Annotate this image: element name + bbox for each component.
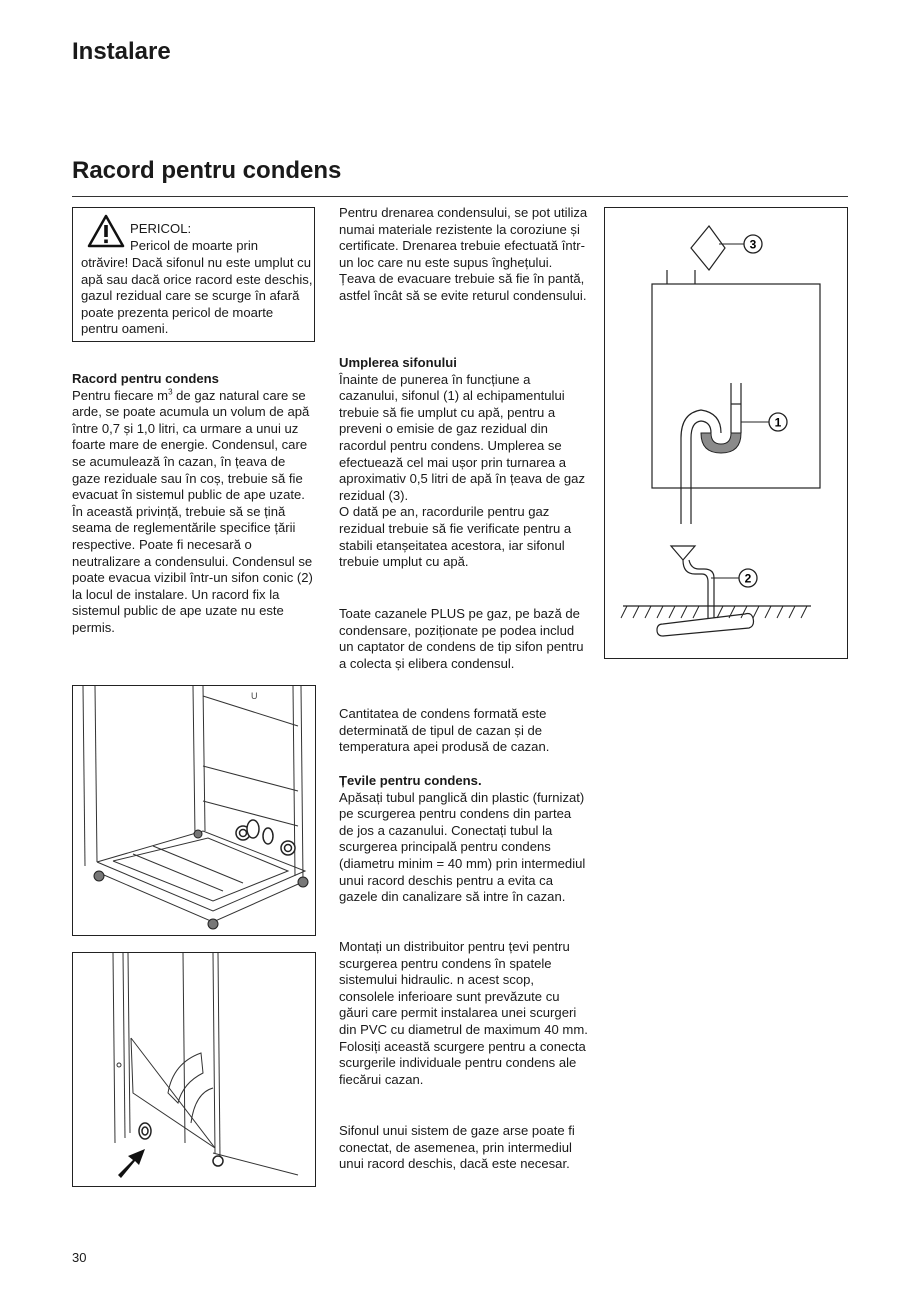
cubic-superscript: 3 <box>168 387 173 397</box>
drain-detail-figure <box>72 952 316 1187</box>
drain-materials-paragraph: Pentru drenarea condensului, se pot utiliza numai materiale rezistente la coroziune și certificate. Drenarea trebuie efectuată într-un loc care nu este supus înghețului. Țeava de evacuare trebuie să fie în pantă, astfel încât să se evite returul condensului. <box>339 205 588 303</box>
heading-divider <box>72 196 848 197</box>
siphon-diagram <box>605 208 848 659</box>
annual-check-paragraph: O dată pe an, racordurile pentru gaz rezidual trebuie să fie verificate pentru a stabili etanșeitatea acestora, iar sifonul trebuie umplut cu apă. <box>339 504 572 570</box>
drain-detail-illustration <box>73 953 316 1187</box>
siphon-diagram-figure <box>604 207 848 659</box>
warning-title: PERICOL: <box>130 221 192 236</box>
condensate-quantity-paragraph: Cantitatea de condens formată este determinată de tipul de cazan și de temperatura apei produsă de cazan. <box>339 706 550 755</box>
callout-1 <box>769 413 787 431</box>
page-number: 30 <box>72 1250 87 1265</box>
condensate-regulations-paragraph: În această privință, trebuie să se țină seama de reglementările specifice țării respective. Poate fi necesară o neutralizare a condensului. Condensul se poate evacua vizibil într-un sifon conic (2) la locul de instalare. Un racord fix la sistemul public de ape uzate nu este permis. <box>72 503 313 635</box>
boiler-base-figure <box>72 685 316 936</box>
warning-text: otrăvire! Dacă sifonul nu este umplut cu apă sau dacă orice racord este deschis, gazul rezidual care se scurge în afară poate prezenta pericol de moarte pentru oameni. <box>81 255 313 337</box>
callout-2-label: 2 <box>744 571 752 586</box>
condensate-intro-rest: de gaz natural care se arde, se poate acumula un volum de apă între 0,7 și 1,0 litri, ca urmare a unui uz foarte mare de energie. Condensul, care se acumulează în cazan, în țeava de gaze reziduale sau în coș, trebuie să fie evacuat în sistemul public de ape uzate. <box>72 387 310 503</box>
callout-2 <box>739 569 757 587</box>
warning-triangle-icon <box>87 214 125 248</box>
flue-siphon-paragraph: Sifonul unui sistem de gaze arse poate fi conectat, de asemenea, prin intermediul unui racord deschis, dacă este necesar. <box>339 1123 575 1172</box>
siphon-fill-section <box>339 355 589 571</box>
condensate-pipes-section <box>339 773 589 906</box>
condensate-pipes-text: Apăsați tubul panglică din plastic (furnizat) pe scurgerea pentru condens din partea de jos a cazanului. Conectați tubul la scurgerea principală pentru condens (diametru minim = 40 mm) prin intermediul unui racord deschis pentru a evita ca gazele din canalizare să intre în cazan. <box>339 789 586 905</box>
callout-3 <box>744 235 762 253</box>
warning-text-line1: Pericol de moarte prin <box>130 238 259 253</box>
column-left <box>72 371 317 637</box>
plus-boilers-paragraph: Toate cazanele PLUS pe gaz, pe bază de condensare, poziționate pe podea includ un captator de condens de tip sifon pentru a colecta și elibera condensul. <box>339 606 584 671</box>
condensate-connection-subtitle: Racord pentru condens <box>72 371 219 386</box>
page-heading: Racord pentru condens <box>72 157 342 184</box>
condensate-intro-start: Pentru fiecare m <box>72 387 169 403</box>
siphon-fill-text: Înainte de punerea în funcțiune a cazanului, sifonul (1) al echipamentului trebuie să fie umplut cu apă, pentru a preveni o emisie de gaz rezidual din racordul pentru condens. Umplerea se efectuează cel mai ușor prin turnarea a aproximativ 0,5 litri de apă în țeava de gaz rezidual (3). <box>339 371 586 503</box>
section-title: Instalare <box>72 38 171 65</box>
svg-text:U: U <box>251 691 258 701</box>
callout-1-label: 1 <box>774 415 782 430</box>
condensate-pipes-subtitle: Țevile pentru condens. <box>339 773 482 788</box>
danger-warning-box <box>72 207 315 342</box>
boiler-base-illustration <box>73 686 316 936</box>
distributor-mount-paragraph: Montați un distribuitor pentru țevi pentru scurgerea pentru condens în spatele sistemului hidraulic. n acest scop, consolele inferioare sunt prevăzute cu găuri care permit instalarea unei scurgeri din PVC cu diametrul de maximum 40 mm. Folosiți această scurgere pentru a conecta scurgerile individuale pentru condens ale fiecărui cazan. <box>339 939 588 1087</box>
siphon-fill-subtitle: Umplerea sifonului <box>339 355 457 370</box>
callout-3-label: 3 <box>749 237 757 252</box>
